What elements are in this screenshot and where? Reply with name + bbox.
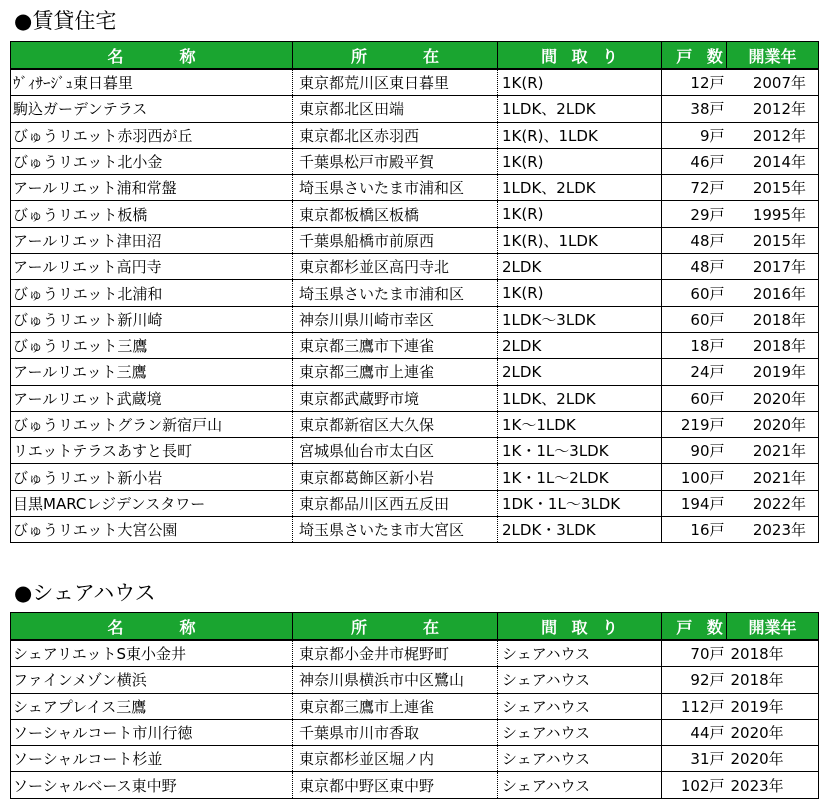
property-name: アールリエット高円寺 [11, 254, 293, 280]
share-house-table [10, 612, 819, 799]
property-units: 46戸 [662, 148, 727, 174]
property-year: 2016年 [727, 280, 819, 306]
property-name: シェアプレイス三鷹 [11, 693, 293, 719]
property-units: 48戸 [662, 227, 727, 253]
table-row [11, 640, 819, 667]
property-units: 90戸 [662, 438, 727, 464]
property-year: 1995年 [727, 201, 819, 227]
share-header-row [11, 613, 819, 641]
table-row [11, 693, 819, 719]
property-year: 2020年 [727, 385, 819, 411]
property-units: 194戸 [662, 490, 727, 516]
header-layout: 間取り [498, 42, 662, 70]
property-year: 2019年 [727, 693, 819, 719]
header-year: 開業年 [727, 42, 819, 70]
property-year: 2012年 [727, 96, 819, 122]
property-name: アールリエット三鷹 [11, 359, 293, 385]
property-location: 宮城県仙台市太白区 [293, 438, 498, 464]
table-row [11, 438, 819, 464]
property-year: 2012年 [727, 122, 819, 148]
table-row [11, 667, 819, 693]
table-row [11, 306, 819, 332]
property-layout: 2LDK [498, 359, 662, 385]
property-layout: 1LDK～3LDK [498, 306, 662, 332]
property-year: 2017年 [727, 254, 819, 280]
property-name: びゅうリエット赤羽西が丘 [11, 122, 293, 148]
property-layout: シェアハウス [498, 667, 662, 693]
share-section-title: ●シェアハウス [14, 581, 156, 605]
property-layout: 1LDK、2LDK [498, 96, 662, 122]
property-units: 16戸 [662, 517, 727, 543]
property-name: ファインメゾン横浜 [11, 667, 293, 693]
table-row [11, 517, 819, 543]
property-location: 東京都小金井市梶野町 [293, 640, 498, 667]
property-units: 100戸 [662, 464, 727, 490]
property-layout: シェアハウス [498, 640, 662, 667]
property-year: 2018年 [727, 306, 819, 332]
table-row [11, 122, 819, 148]
header-name: 名称 [11, 42, 293, 70]
property-name: アールリエット津田沼 [11, 227, 293, 253]
property-name: びゅうリエット板橋 [11, 201, 293, 227]
table-row [11, 175, 819, 201]
property-layout: 2LDK・3LDK [498, 517, 662, 543]
property-name: 駒込ガーデンテラス [11, 96, 293, 122]
property-year: 2018年 [727, 667, 819, 693]
table-row [11, 772, 819, 798]
property-layout: 1K(R)、1LDK [498, 122, 662, 148]
property-name: びゅうリエットグラン新宿戸山 [11, 411, 293, 437]
property-units: 12戸 [662, 69, 727, 96]
property-layout: 1LDK、2LDK [498, 175, 662, 201]
table-row [11, 719, 819, 745]
property-units: 9戸 [662, 122, 727, 148]
property-location: 東京都荒川区東日暮里 [293, 69, 498, 96]
rental-housing-table [10, 41, 819, 543]
property-year: 2018年 [727, 640, 819, 667]
table-row [11, 464, 819, 490]
property-location: 埼玉県さいたま市浦和区 [293, 280, 498, 306]
property-units: 60戸 [662, 306, 727, 332]
property-name: びゅうリエット北浦和 [11, 280, 293, 306]
property-name: ソーシャルベース東中野 [11, 772, 293, 798]
property-location: 東京都三鷹市上連雀 [293, 693, 498, 719]
property-location: 埼玉県さいたま市浦和区 [293, 175, 498, 201]
property-year: 2021年 [727, 464, 819, 490]
property-name: ソーシャルコート市川行徳 [11, 719, 293, 745]
property-location: 東京都三鷹市下連雀 [293, 332, 498, 358]
property-layout: 1K・1L～2LDK [498, 464, 662, 490]
table-row [11, 254, 819, 280]
property-location: 東京都北区田端 [293, 96, 498, 122]
property-units: 102戸 [662, 772, 727, 798]
property-name: シェアリエットS東小金井 [11, 640, 293, 667]
table-row [11, 227, 819, 253]
header-location: 所在 [293, 42, 498, 70]
property-name: びゅうリエット大宮公園 [11, 517, 293, 543]
property-units: 31戸 [662, 746, 727, 772]
property-location: 東京都葛飾区新小岩 [293, 464, 498, 490]
property-year: 2007年 [727, 69, 819, 96]
header-name: 名称 [11, 613, 293, 641]
property-units: 24戸 [662, 359, 727, 385]
property-layout: シェアハウス [498, 746, 662, 772]
property-layout: シェアハウス [498, 719, 662, 745]
property-year: 2015年 [727, 227, 819, 253]
table-row [11, 746, 819, 772]
property-location: 東京都板橋区板橋 [293, 201, 498, 227]
property-name: びゅうリエット新小岩 [11, 464, 293, 490]
property-year: 2021年 [727, 438, 819, 464]
property-year: 2022年 [727, 490, 819, 516]
table-row [11, 148, 819, 174]
property-name: ソーシャルコート杉並 [11, 746, 293, 772]
property-location: 東京都武蔵野市境 [293, 385, 498, 411]
property-name: ｳﾞｨｻｰｼﾞｭ東日暮里 [11, 69, 293, 96]
property-location: 千葉県市川市香取 [293, 719, 498, 745]
property-year: 2020年 [727, 411, 819, 437]
property-year: 2020年 [727, 746, 819, 772]
table-row [11, 280, 819, 306]
property-units: 60戸 [662, 385, 727, 411]
property-year: 2023年 [727, 517, 819, 543]
header-units: 戸数 [662, 613, 727, 641]
property-units: 44戸 [662, 719, 727, 745]
property-location: 神奈川県横浜市中区鷺山 [293, 667, 498, 693]
property-units: 60戸 [662, 280, 727, 306]
property-layout: 1LDK、2LDK [498, 385, 662, 411]
table-row [11, 385, 819, 411]
property-layout: 2LDK [498, 332, 662, 358]
rental-section-title: ●賃貸住宅 [14, 9, 117, 33]
property-units: 70戸 [662, 640, 727, 667]
property-name: アールリエット浦和常盤 [11, 175, 293, 201]
property-layout: 1DK・1L～3LDK [498, 490, 662, 516]
property-location: 東京都三鷹市上連雀 [293, 359, 498, 385]
header-units: 戸数 [662, 42, 727, 70]
property-units: 219戸 [662, 411, 727, 437]
property-year: 2023年 [727, 772, 819, 798]
property-units: 72戸 [662, 175, 727, 201]
property-name: びゅうリエット三鷹 [11, 332, 293, 358]
property-year: 2018年 [727, 332, 819, 358]
property-year: 2019年 [727, 359, 819, 385]
property-year: 2014年 [727, 148, 819, 174]
header-location: 所在 [293, 613, 498, 641]
property-units: 38戸 [662, 96, 727, 122]
property-units: 48戸 [662, 254, 727, 280]
property-year: 2015年 [727, 175, 819, 201]
property-location: 東京都杉並区高円寺北 [293, 254, 498, 280]
property-layout: シェアハウス [498, 693, 662, 719]
property-layout: 2LDK [498, 254, 662, 280]
property-location: 東京都新宿区大久保 [293, 411, 498, 437]
table-row [11, 201, 819, 227]
property-units: 92戸 [662, 667, 727, 693]
property-units: 29戸 [662, 201, 727, 227]
table-row [11, 69, 819, 96]
property-name: リエットテラスあすと長町 [11, 438, 293, 464]
header-year: 開業年 [727, 613, 819, 641]
property-layout: 1K～1LDK [498, 411, 662, 437]
property-year: 2020年 [727, 719, 819, 745]
table-row [11, 359, 819, 385]
property-layout: 1K・1L～3LDK [498, 438, 662, 464]
property-location: 千葉県松戸市殿平賀 [293, 148, 498, 174]
table-row [11, 490, 819, 516]
property-name: 目黒MARCレジデンスタワー [11, 490, 293, 516]
table-row [11, 332, 819, 358]
table-row [11, 411, 819, 437]
property-layout: 1K(R) [498, 69, 662, 96]
property-layout: 1K(R)、1LDK [498, 227, 662, 253]
property-name: びゅうリエット北小金 [11, 148, 293, 174]
property-location: 東京都中野区東中野 [293, 772, 498, 798]
property-location: 東京都杉並区堀ノ内 [293, 746, 498, 772]
property-layout: 1K(R) [498, 201, 662, 227]
property-location: 埼玉県さいたま市大宮区 [293, 517, 498, 543]
property-layout: 1K(R) [498, 280, 662, 306]
property-units: 18戸 [662, 332, 727, 358]
property-layout: 1K(R) [498, 148, 662, 174]
property-location: 東京都品川区西五反田 [293, 490, 498, 516]
property-location: 千葉県船橋市前原西 [293, 227, 498, 253]
property-layout: シェアハウス [498, 772, 662, 798]
property-location: 神奈川県川崎市幸区 [293, 306, 498, 332]
property-name: びゅうリエット新川崎 [11, 306, 293, 332]
rental-header-row [11, 42, 819, 70]
header-layout: 間取り [498, 613, 662, 641]
table-row [11, 96, 819, 122]
property-units: 112戸 [662, 693, 727, 719]
property-location: 東京都北区赤羽西 [293, 122, 498, 148]
property-name: アールリエット武蔵境 [11, 385, 293, 411]
